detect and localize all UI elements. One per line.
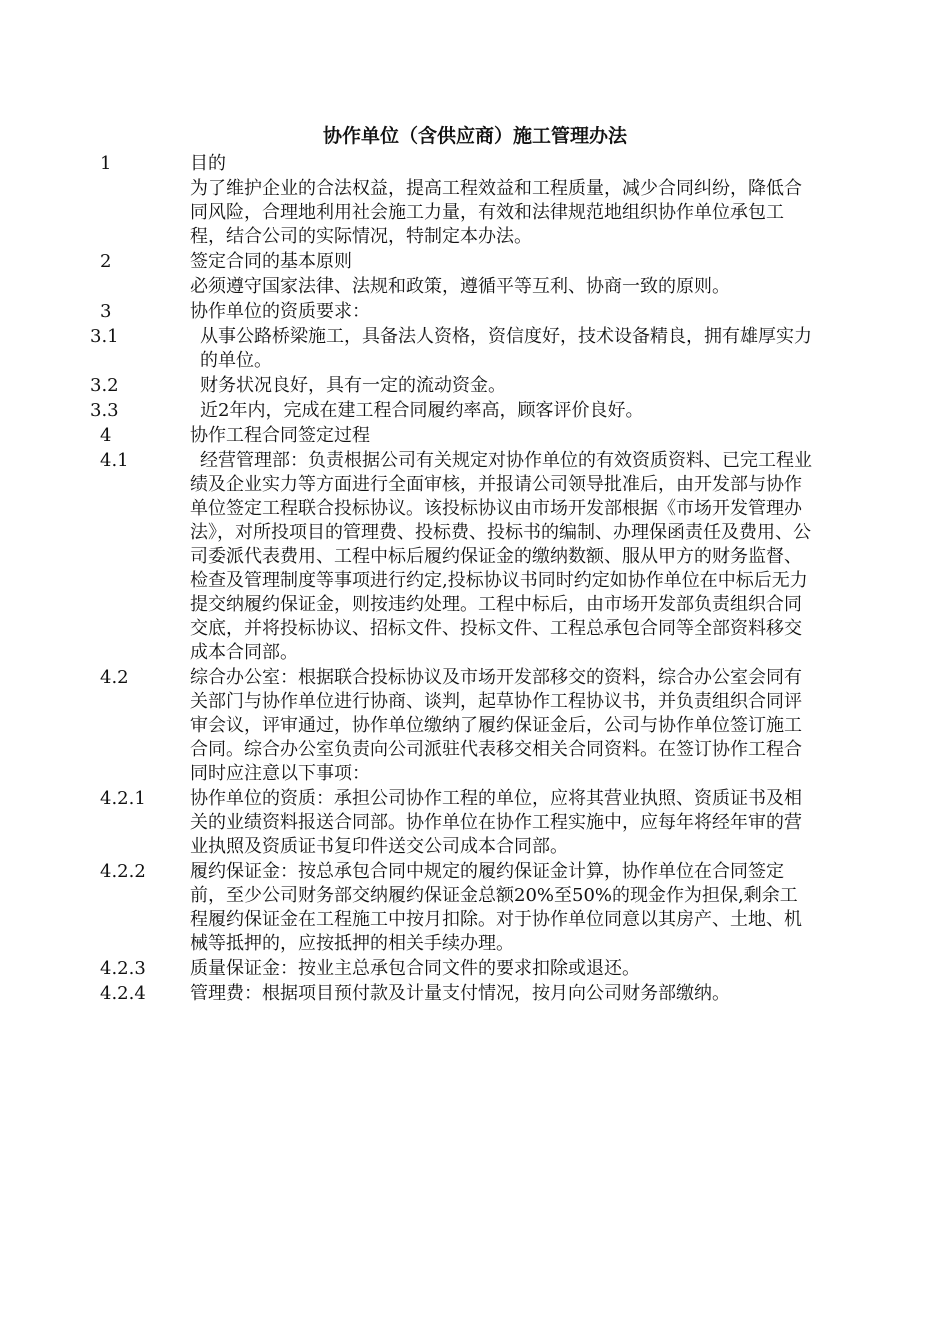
paragraph: 为了维护企业的合法权益，提高工程效益和工程质量，减少合同纠纷，降低合同风险，合理地利用社会施工力量，有效和法律规范地组织协作单位承包工程，结合公司的实际情况，特制定本办法。	[190, 178, 802, 247]
clause-number: 4.2.1	[100, 788, 146, 809]
clause-number: 4.2	[100, 667, 129, 688]
section-number: 3	[100, 301, 112, 322]
section-heading-text: 签定合同的基本原则	[190, 251, 352, 272]
clause-number: 4.2.3	[100, 958, 146, 979]
section-number: 2	[100, 251, 112, 272]
section-heading	[100, 300, 815, 324]
clause-text: 经营管理部：负责根据公司有关规定对协作单位的有效资质资料、已完工程业绩及企业实力等方面进行全面审核，并报请公司领导批准后，由开发部与协作单位签定工程联合投标协议。该投标协议由市场开发部根据《市场开发管理办法》，对所投项目的管理费、投标费、投标书的编制、办理保函责任及费用、公司委派代表费用、工程中标后履约保证金的缴纳数额、服从甲方的财务监督、检查及管理制度等事项进行约定,投标协议书同时约定如协作单位在中标后无力提交纳履约保证金，则按违约处理。工程中标后，由市场开发部负责组织合同交底，并将投标协议、招标文件、投标文件、工程总承包合同等全部资料移交成本合同部。	[190, 450, 812, 663]
clause	[90, 399, 815, 423]
clause	[100, 787, 815, 859]
clause-number: 3.2	[90, 375, 119, 396]
clause-text: 从事公路桥梁施工，具备法人资格，资信度好，技术设备精良，拥有雄厚实力的单位。	[200, 326, 812, 371]
clause-text: 管理费：根据项目预付款及计量支付情况，按月向公司财务部缴纳。	[190, 983, 730, 1004]
section-heading-text: 目的	[190, 153, 226, 174]
clause-number: 3.3	[90, 400, 119, 421]
clause	[100, 957, 815, 981]
clause-text: 质量保证金：按业主总承包合同文件的要求扣除或退还。	[190, 958, 640, 979]
section-heading-text: 协作工程合同签定过程	[190, 425, 370, 446]
document-body	[90, 152, 815, 1007]
clause-number: 4.1	[100, 450, 129, 471]
clause	[100, 982, 815, 1006]
section-heading-text: 协作单位的资质要求：	[190, 301, 370, 322]
clause-text: 协作单位的资质：承担公司协作工程的单位，应将其营业执照、资质证书及相关的业绩资料报送合同部。协作单位在协作工程实施中，应每年将经年审的营业执照及资质证书复印件送交公司成本合同部。	[190, 788, 802, 857]
section-heading	[100, 250, 815, 274]
paragraph: 必须遵守国家法律、法规和政策，遵循平等互利、协商一致的原则。	[190, 276, 730, 297]
document-title: 协作单位（含供应商）施工管理办法	[322, 125, 627, 147]
clause-text: 履约保证金：按总承包合同中规定的履约保证金计算，协作单位在合同签定前，至少公司财务部交纳履约保证金总额20%至50%的现金作为担保,剩余工程履约保证金在工程施工中按月扣除。对于协作单位同意以其房产、土地、机械等抵押的，应按抵押的相关手续办理。	[190, 861, 802, 954]
clause	[100, 449, 815, 665]
clause	[90, 325, 815, 373]
clause	[90, 374, 815, 398]
clause-number: 3.1	[90, 326, 119, 347]
section-heading	[100, 424, 815, 448]
clause-number: 4.2.2	[100, 861, 146, 882]
clause-number: 4.2.4	[100, 983, 146, 1004]
clause-text: 近2年内，完成在建工程合同履约率高，顾客评价良好。	[200, 400, 644, 421]
section-number: 4	[100, 425, 112, 446]
clause	[100, 666, 815, 786]
section-heading	[100, 152, 815, 176]
clause-text: 综合办公室：根据联合投标协议及市场开发部移交的资料，综合办公室会同有关部门与协作单位进行协商、谈判，起草协作工程协议书，并负责组织合同评审会议，评审通过，协作单位缴纳了履约保证金后，公司与协作单位签订施工合同。综合办公室负责向公司派驻代表移交相关合同资料。在签订协作工程合同时应注意以下事项：	[190, 667, 802, 784]
clause	[100, 860, 815, 956]
clause-text: 财务状况良好，具有一定的流动资金。	[200, 375, 506, 396]
section-number: 1	[100, 153, 112, 174]
